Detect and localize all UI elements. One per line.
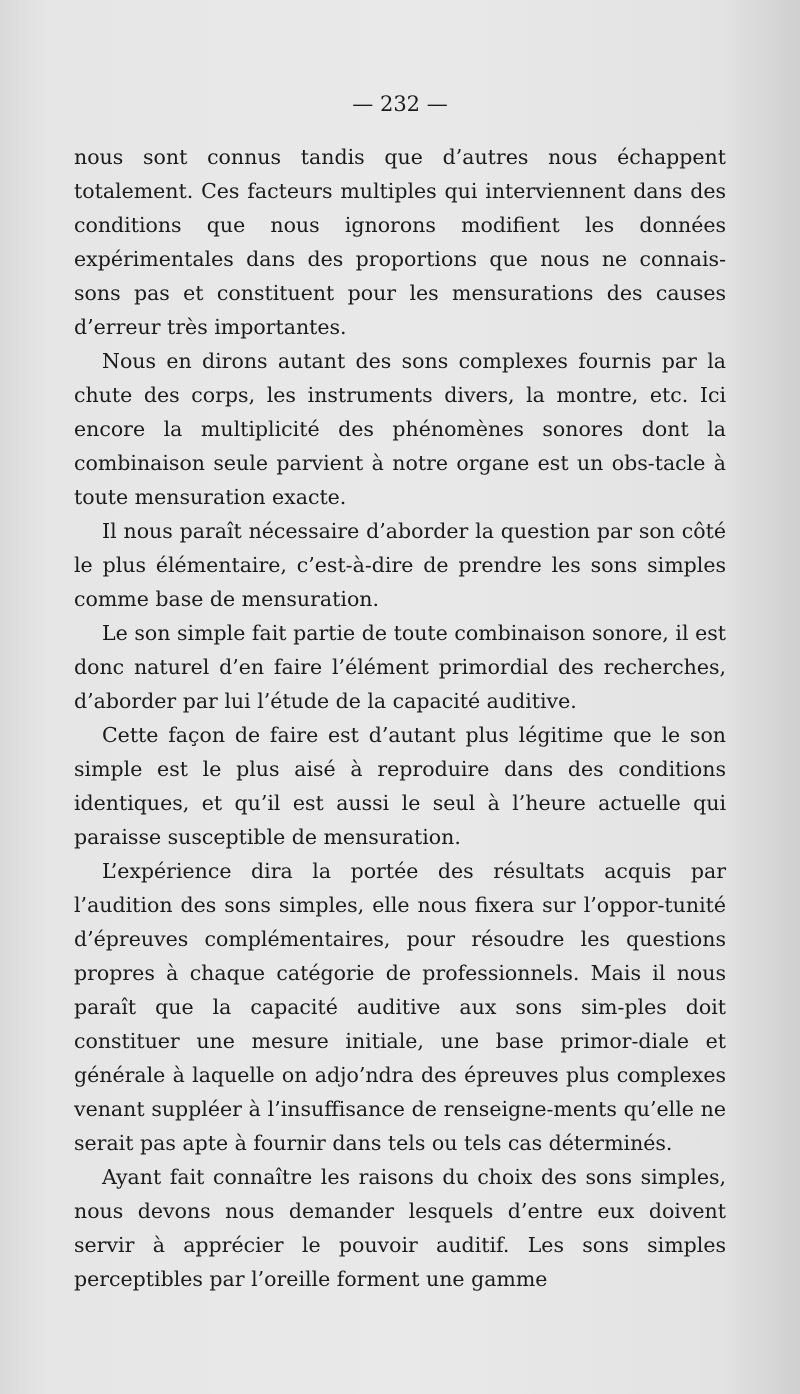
paragraph-5: Cette façon de faire est d’autant plus légitime que le son simple est le plus aisé à reproduire dans des conditions identiques, et qu’il est aussi le seul à l’heure actuelle qui paraisse susceptible de mensuration.: [74, 723, 726, 849]
body-text: [74, 140, 726, 1296]
paragraph-2: Nous en dirons autant des sons complexes fournis par la chute des corps, les instruments divers, la montre, etc. Ici encore la multiplicité des phénomènes sonores dont la combinaison seule parvient à notre organe est un obs-tacle à toute mensuration exacte.: [74, 349, 726, 509]
page-number: — 232 —: [352, 92, 448, 116]
paragraph-3: Il nous paraît nécessaire d’aborder la question par son côté le plus élémentaire, c’est-à-dire de prendre les sons simples comme base de mensuration.: [74, 519, 726, 611]
paragraph-7: Ayant fait connaître les raisons du choix des sons simples, nous devons nous demander lesquels d’entre eux doivent servir à apprécier le pouvoir auditif. Les sons simples perceptibles par l’oreille forment une gamme: [74, 1165, 726, 1291]
paragraph-4: Le son simple fait partie de toute combinaison sonore, il est donc naturel d’en faire l’élément primordial des recherches, d’aborder par lui l’étude de la capacité auditive.: [74, 621, 726, 713]
paragraph-6: L’expérience dira la portée des résultats acquis par l’audition des sons simples, elle nous fixera sur l’oppor-tunité d’épreuves complémentaires, pour résoudre les questions propres à chaque catégorie de professionnels. Mais il nous paraît que la capacité auditive aux sons sim-ples doit constituer une mesure initiale, une base primor-diale et générale à laquelle on adjo’ndra des épreuves plus complexes venant suppléer à l’insuffisance de renseigne-ments qu’elle ne serait pas apte à fournir dans tels ou tels cas déterminés.: [74, 859, 726, 1155]
paragraph-1: nous sont connus tandis que d’autres nous échappent totalement. Ces facteurs multiples qui interviennent dans des conditions que nous ignorons modifient les données expérimentales dans des proportions que nous ne connais-sons pas et constituent pour les mensurations des causes d’erreur très importantes.: [74, 145, 726, 339]
